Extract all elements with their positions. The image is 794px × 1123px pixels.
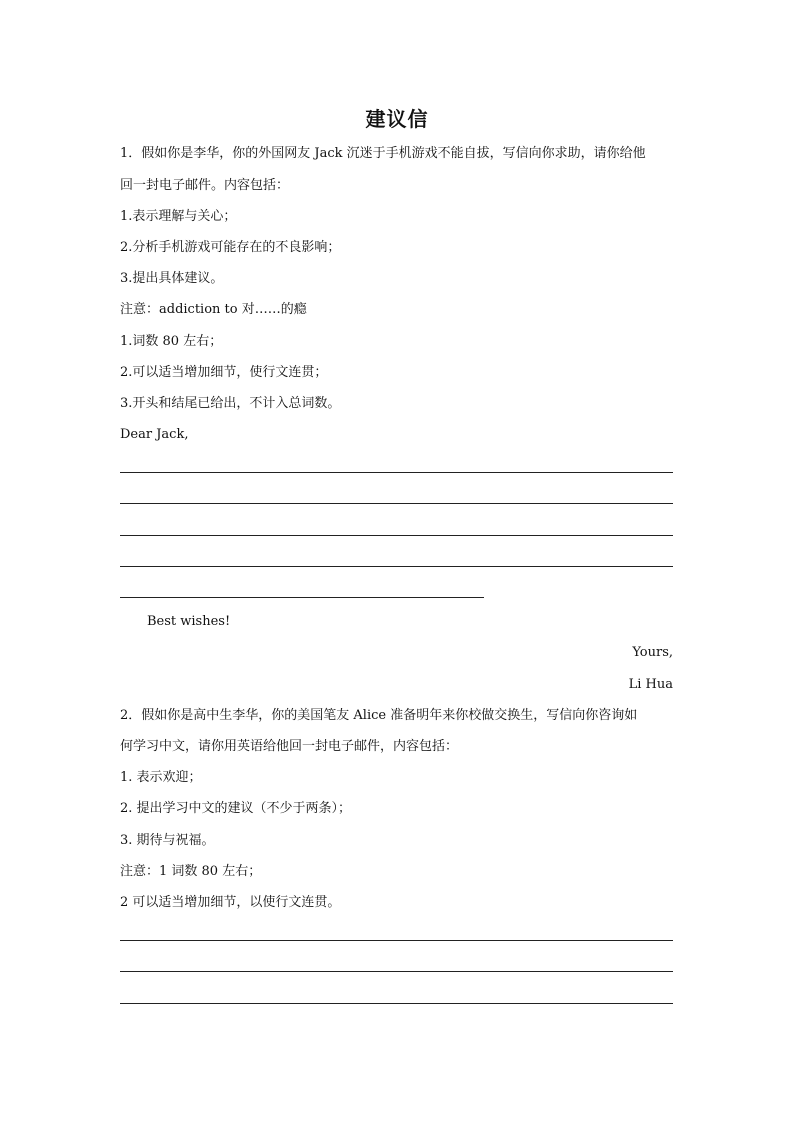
- writing-line: [120, 566, 673, 567]
- task1-prompt-line1: 1．假如你是李华，你的外国网友 Jack 沉迷于手机游戏不能自拔，写信向你求助，请你给他: [120, 146, 646, 161]
- task1-requirement-2: 2.可以适当增加细节，使行文连贯；: [120, 365, 328, 380]
- task1-salutation: Dear Jack,: [120, 427, 189, 442]
- task1-point-2: 2.分析手机游戏可能存在的不良影响；: [120, 240, 341, 255]
- task2-point-2: 2. 提出学习中文的建议（不少于两条）；: [120, 801, 352, 816]
- writing-line: [120, 472, 673, 473]
- task2-note: 注意：1 词数 80 左右；: [120, 864, 262, 879]
- writing-line: [120, 1003, 673, 1004]
- writing-line: [120, 971, 673, 972]
- task1-point-1: 1.表示理解与关心；: [120, 209, 237, 224]
- task1-requirement-3: 3.开头和结尾已给出，不计入总词数。: [120, 396, 341, 411]
- task2-prompt-line1: 2．假如你是高中生李华，你的美国笔友 Alice 准备明年来你校做交换生，写信向你咨询如: [120, 708, 638, 723]
- writing-line: [120, 535, 673, 536]
- task1-signature: Li Hua: [628, 677, 673, 692]
- document-title: 建议信: [365, 107, 429, 131]
- task1-sign-off: Yours,: [632, 645, 673, 660]
- writing-line: [120, 940, 673, 941]
- task1-note: 注意：addiction to 对……的瘾: [120, 302, 307, 317]
- writing-line: [120, 503, 673, 504]
- task1-prompt-line2: 回一封电子邮件。内容包括：: [120, 178, 290, 193]
- task2-prompt-line2: 何学习中文，请你用英语给他回一封电子邮件，内容包括：: [120, 739, 459, 754]
- task1-requirement-1: 1.词数 80 左右；: [120, 334, 223, 349]
- task1-point-3: 3.提出具体建议。: [120, 271, 224, 286]
- writing-line: [120, 597, 484, 598]
- task2-point-3: 3. 期待与祝福。: [120, 833, 215, 848]
- task2-point-1: 1. 表示欢迎；: [120, 770, 202, 785]
- task2-requirement: 2 可以适当增加细节，以使行文连贯。: [120, 895, 341, 910]
- task1-closing: Best wishes!: [147, 614, 231, 629]
